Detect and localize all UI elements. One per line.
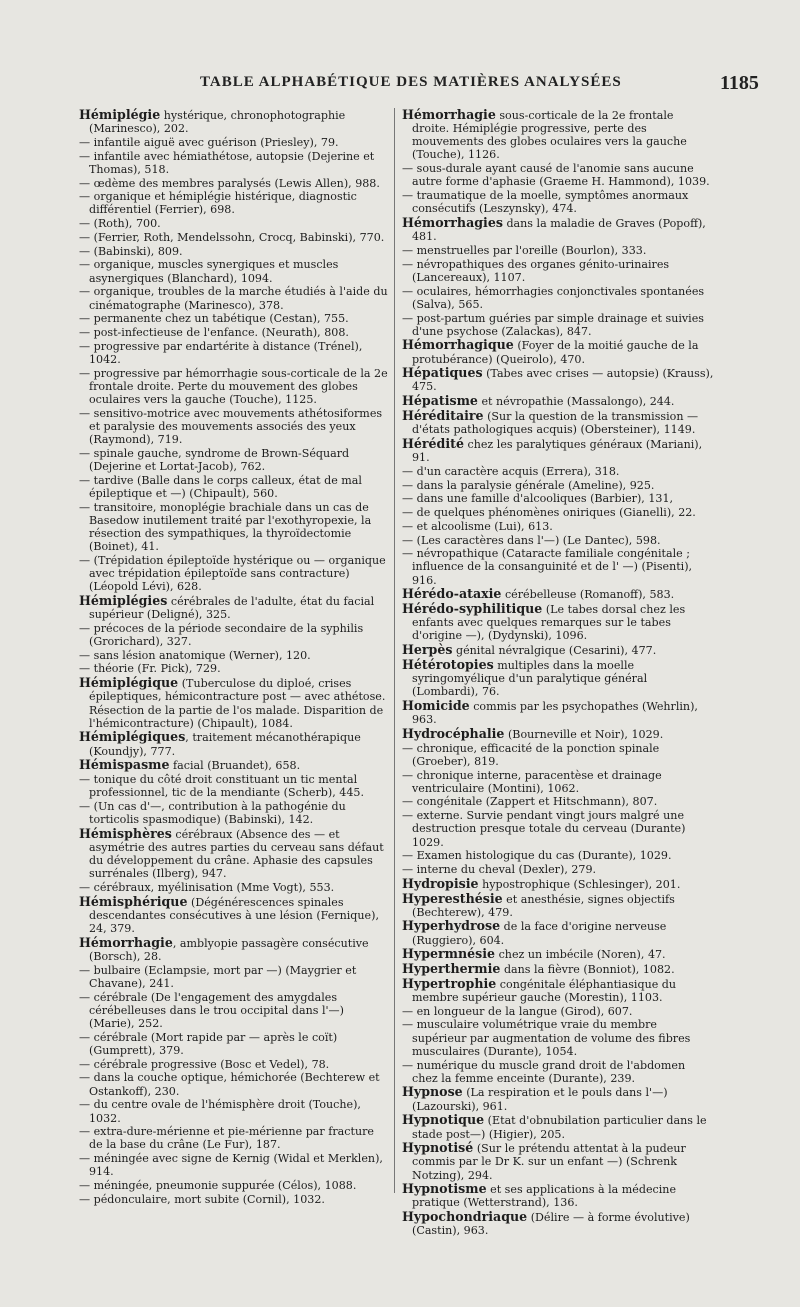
index-entry: Héréditaire (Sur la question de la transmission — d'états pathologiques acquis) (Obersteiner), 1149. <box>402 407 699 437</box>
index-entry: — Examen histologique du cas (Durante), 1029. <box>402 849 672 863</box>
index-entry: — infantile aiguë avec guérison (Priesley), 79. <box>79 135 339 149</box>
index-entry: — cérébraux, myélinisation (Mme Vogt), 553. <box>79 881 335 895</box>
index-entry: — œdème des membres paralysés (Lewis Allen), 988. <box>79 176 380 190</box>
index-entry: — spinale gauche, syndrome de Brown-Séquard (Dejerine et Lortat-Jacob), 762. <box>79 446 350 473</box>
index-entry: — numérique du muscle grand droit de l'abdomen chez la femme enceinte (Durante), 239. <box>402 1058 686 1085</box>
index-entry: Hépatiques (Tabes avec crises — autopsie) (Krauss), 475. <box>402 365 714 394</box>
index-entry: — sans lésion anatomique (Werner), 120. <box>79 648 311 662</box>
index-entry: Hémisphères cérébraux (Absence des — et asymétrie des autres parties du cerveau sans défaut du développement du crâne. Aphasie des capsules surrénales (Ilberg), 947. <box>79 825 384 881</box>
index-entry: Hémispasme facial (Bruandet), 658. <box>79 757 301 773</box>
index-entry: — dans la paralysie générale (Ameline), 925. <box>402 478 655 492</box>
right-column <box>402 108 714 1238</box>
index-entry: Hémorrhagie sous-corticale de la 2e frontale droite. Hémiplégie progressive, perte des mouvements des globes oculaires vers la gauche (Touche), 1126. <box>402 107 687 162</box>
index-entry: Hétérotopies multiples dans la moelle syringomyélique d'un paralytique général (Lombardi), 76. <box>402 656 648 699</box>
index-entry: — (Un cas d'—, contribution à la pathogénie du torticolis spasmodique) (Babinski), 142. <box>79 800 346 827</box>
index-entry: — organique, muscles synergiques et muscles asynergiques (Blanchard), 1094. <box>79 258 339 285</box>
running-head <box>0 72 800 96</box>
index-entry: — extra-dure-mérienne et pie-mérienne par fracture de la base du crâne (Le Fur), 187. <box>79 1125 374 1152</box>
index-entry: Hémorrhagies dans la maladie de Graves (Popoff), 481. <box>402 215 706 244</box>
index-entry: — de quelques phénomènes oniriques (Gianelli), 22. <box>402 506 696 520</box>
index-entry: — infantile avec hémiathétose, autopsie (Dejerine et Thomas), 518. <box>79 149 375 176</box>
index-entry: Herpès génital névralgique (Cesarini), 477. <box>402 642 657 658</box>
index-entry: — (Trépidation épileptoïde hystérique ou — organique avec trépidation épileptoïde sans contracture) (Léopold Lévi), 628. <box>79 553 386 594</box>
index-entry: Hypermnésie chez un imbécile (Noren), 47. <box>402 946 666 962</box>
index-entry: — organique, troubles de la marche étudiés à l'aide du cinématographe (Marinesco), 378. <box>79 285 388 312</box>
index-entry: — précoces de la période secondaire de la syphilis (Grorichard), 327. <box>79 621 364 648</box>
index-entry: Hémorrhagique (Foyer de la moitié gauche de la protubérance) (Queirolo), 470. <box>402 337 699 366</box>
index-entry: Homicide commis par les psychopathes (Wehrlin), 963. <box>402 697 698 727</box>
index-entry: — théorie (Fr. Pick), 729. <box>79 662 221 676</box>
index-entry: Hérédité chez les paralytiques généraux (Mariani), 91. <box>402 435 703 465</box>
index-entry: — interne du cheval (Dexler), 279. <box>402 863 597 876</box>
index-entry: — sensitivo-motrice avec mouvements athétosiformes et paralysie des mouvements associés des yeux (Raymond), 719. <box>79 406 383 447</box>
index-entry: Hémiplégie hystérique, chronophotographie (Marinesco), 202. <box>79 107 346 136</box>
column-divider <box>394 108 395 1193</box>
index-entry: — en longueur de la langue (Girod), 607. <box>402 1004 633 1018</box>
index-entry: — permanente chez un tabétique (Cestan), 755. <box>79 312 349 326</box>
index-entry: — et alcoolisme (Lui), 613. <box>402 519 553 533</box>
index-entry: Hyperhydrose de la face d'origine nerveuse (Ruggiero), 604. <box>402 918 667 947</box>
index-entry: Hypnose (La respiration et le pouls dans l'—) (Lazourski), 961. <box>402 1084 668 1113</box>
index-entry: Hérédo-ataxie cérébelleuse (Romanoff), 583. <box>402 586 675 602</box>
index-entry: — traumatique de la moelle, symptômes anormaux consécutifs (Leszynsky), 474. <box>402 189 689 216</box>
index-entry: Hépatisme et névropathie (Massalongo), 244. <box>402 393 675 409</box>
index-entry: Hémorrhagie, amblyopie passagère consécutive (Borsch), 28. <box>79 934 369 964</box>
index-entry: — (Babinski), 809. <box>79 244 183 258</box>
index-entry: Hydropisie hypostrophique (Schlesinger), 201. <box>402 875 681 891</box>
index-entry: Hypertrophie congénitale éléphantiasique du membre supérieur gauche (Morestin), 1103. <box>402 975 677 1004</box>
index-entry: — externe. Survie pendant vingt jours malgré une destruction presque totale du cerveau (Durante) 1029. <box>402 809 686 849</box>
index-entry: — organique et hémiplégie histérique, diagnostic différentiel (Ferrier), 698. <box>79 190 357 217</box>
index-entry: — (Ferrier, Roth, Mendelssohn, Crocq, Babinski), 770. <box>79 230 385 244</box>
index-entry: — musculaire volumétrique vraie du membre supérieur par augmentation de volume des fibres musculaires (Durante), 1054. <box>402 1018 691 1058</box>
left-column <box>79 108 391 1207</box>
index-entry: — tonique du côté droit constituant un tic mental professionnel, tic de la mendiante (Scherb), 445. <box>79 773 364 800</box>
index-entry: — chronique interne, paracentèse et drainage ventriculaire (Montini), 1062. <box>402 768 662 795</box>
page-number: 1185 <box>720 72 759 94</box>
index-entry: — méningée avec signe de Kernig (Widal et Merklen), 914. <box>79 1152 383 1179</box>
index-entry: Hyperthermie dans la fièvre (Bonniot), 1082. <box>402 961 675 977</box>
index-entry: Hémiplégies cérébrales de l'adulte, état du facial supérieur (Deligné), 325. <box>79 592 375 622</box>
index-entry: Hypnotisé (Sur le prétendu attentat à la pudeur commis par le Dr K. sur un enfant —) (Schrenk Notzing), 294. <box>402 1140 686 1182</box>
page-title: TABLE ALPHABÉTIQUE DES MATIÈRES ANALYSÉES <box>200 74 622 90</box>
index-entry: — cérébrale progressive (Bosc et Vedel), 78. <box>79 1057 330 1071</box>
index-entry: — sous-durale ayant causé de l'anomie sans aucune autre forme d'aphasie (Graeme H. Hammond), 1039. <box>402 162 710 189</box>
index-entry: Hydrocéphalie (Bourneville et Noir), 1029. <box>402 725 664 741</box>
index-entry: — post-partum guéries par simple drainage et suivies d'une psychose (Zalackas), 847. <box>402 311 704 338</box>
index-entry: — menstruelles par l'oreille (Bourlon), 333. <box>402 243 647 257</box>
index-entry: — progressive par hémorrhagie sous-corticale de la 2e frontale droite. Perte du mouvement des globes oculaires vers la gauche (Touche), 1125. <box>79 366 388 406</box>
index-entry: Hypnotisme et ses applications à la médecine pratique (Wetterstrand), 136. <box>402 1181 677 1210</box>
index-entry: Hémisphérique (Dégénérescences spinales descendantes consécutives à une lésion (Fernique), 24, 379. <box>79 893 379 936</box>
index-entry: — dans une famille d'alcooliques (Barbier), 131, <box>402 492 674 506</box>
index-entry: — d'un caractère acquis (Errera), 318. <box>402 464 620 478</box>
index-entry: — bulbaire (Eclampsie, mort par —) (Maygrier et Chavane), 241. <box>79 963 357 990</box>
index-entry: — méningée, pneumonie suppurée (Célos), 1088. <box>79 1179 357 1193</box>
index-entry: — cérébrale (De l'engagement des amygdales cérébelleuses dans le trou occipital dans l'—) (Marie), 252. <box>79 990 344 1031</box>
index-entry: — dans la couche optique, hémichorée (Bechterew et Ostankoff), 230. <box>79 1071 380 1098</box>
index-entry: Hérédo-syphilitique (Le tabes dorsal chez les enfants avec quelques remarques sur le tabes d'origine —), (Dydynski), 1096. <box>402 601 686 643</box>
index-entry: Hémiplégique (Tuberculose du diploé, crises épileptiques, hémicontracture post — avec athétose. Résection de la partie de l'os malade. Disparition de l'hémicontracture) (Chipault), 1084. <box>79 675 386 730</box>
index-entry: — transitoire, monoplégie brachiale dans un cas de Basedow inutilement traité par l'exothyropexie, la résection des sympathiques, la thyroïdectomie (Boinet), 41. <box>79 500 372 554</box>
index-entry: — névropathique (Cataracte familiale congénitale ; influence de la consanguinité et de l' —) (Pisenti), 916. <box>402 547 693 587</box>
index-entry: Hyperesthésie et anesthésie, signes objectifs (Bechterew), 479. <box>402 890 675 919</box>
index-entry: — du centre ovale de l'hémisphère droit (Touche), 1032. <box>79 1098 361 1125</box>
index-entry: — chronique, efficacité de la ponction spinale (Groeber), 819. <box>402 741 660 768</box>
index-entry: — progressive par endartérite à distance (Trénel), 1042. <box>79 339 363 366</box>
index-entry: — (Les caractères dans l'—) (Le Dantec), 598. <box>402 533 661 547</box>
index-entry: — tardive (Balle dans le corps calleux, état de mal épileptique et —) (Chipault), 560. <box>79 473 362 500</box>
index-entry: Hypnotique (Etat d'obnubilation particulier dans le stade post—) (Higier), 205. <box>402 1112 707 1141</box>
index-entry: — oculaires, hémorrhagies conjonctivales spontanées (Salva), 565. <box>402 284 705 311</box>
index-entry: — cérébrale (Mort rapide par — après le coït) (Gumprett), 379. <box>79 1030 338 1057</box>
index-entry: — névropathiques des organes génito-urinaires (Lancereaux), 1107. <box>402 257 670 284</box>
index-entry: — congénitale (Zappert et Hitschmann), 807. <box>402 795 658 809</box>
index-entry: — post-infectieuse de l'enfance. (Neurath), 808. <box>79 326 349 340</box>
index-entry: Hypochondriaque (Délire — à forme évolutive) (Castin), 963. <box>402 1209 690 1238</box>
index-entry: Hémiplégiques, traitement mécanothérapique (Koundjy), 777. <box>79 729 361 758</box>
index-entry: — pédonculaire, mort subite (Cornil), 1032. <box>79 1192 325 1206</box>
index-entry: — (Roth), 700. <box>79 217 161 231</box>
